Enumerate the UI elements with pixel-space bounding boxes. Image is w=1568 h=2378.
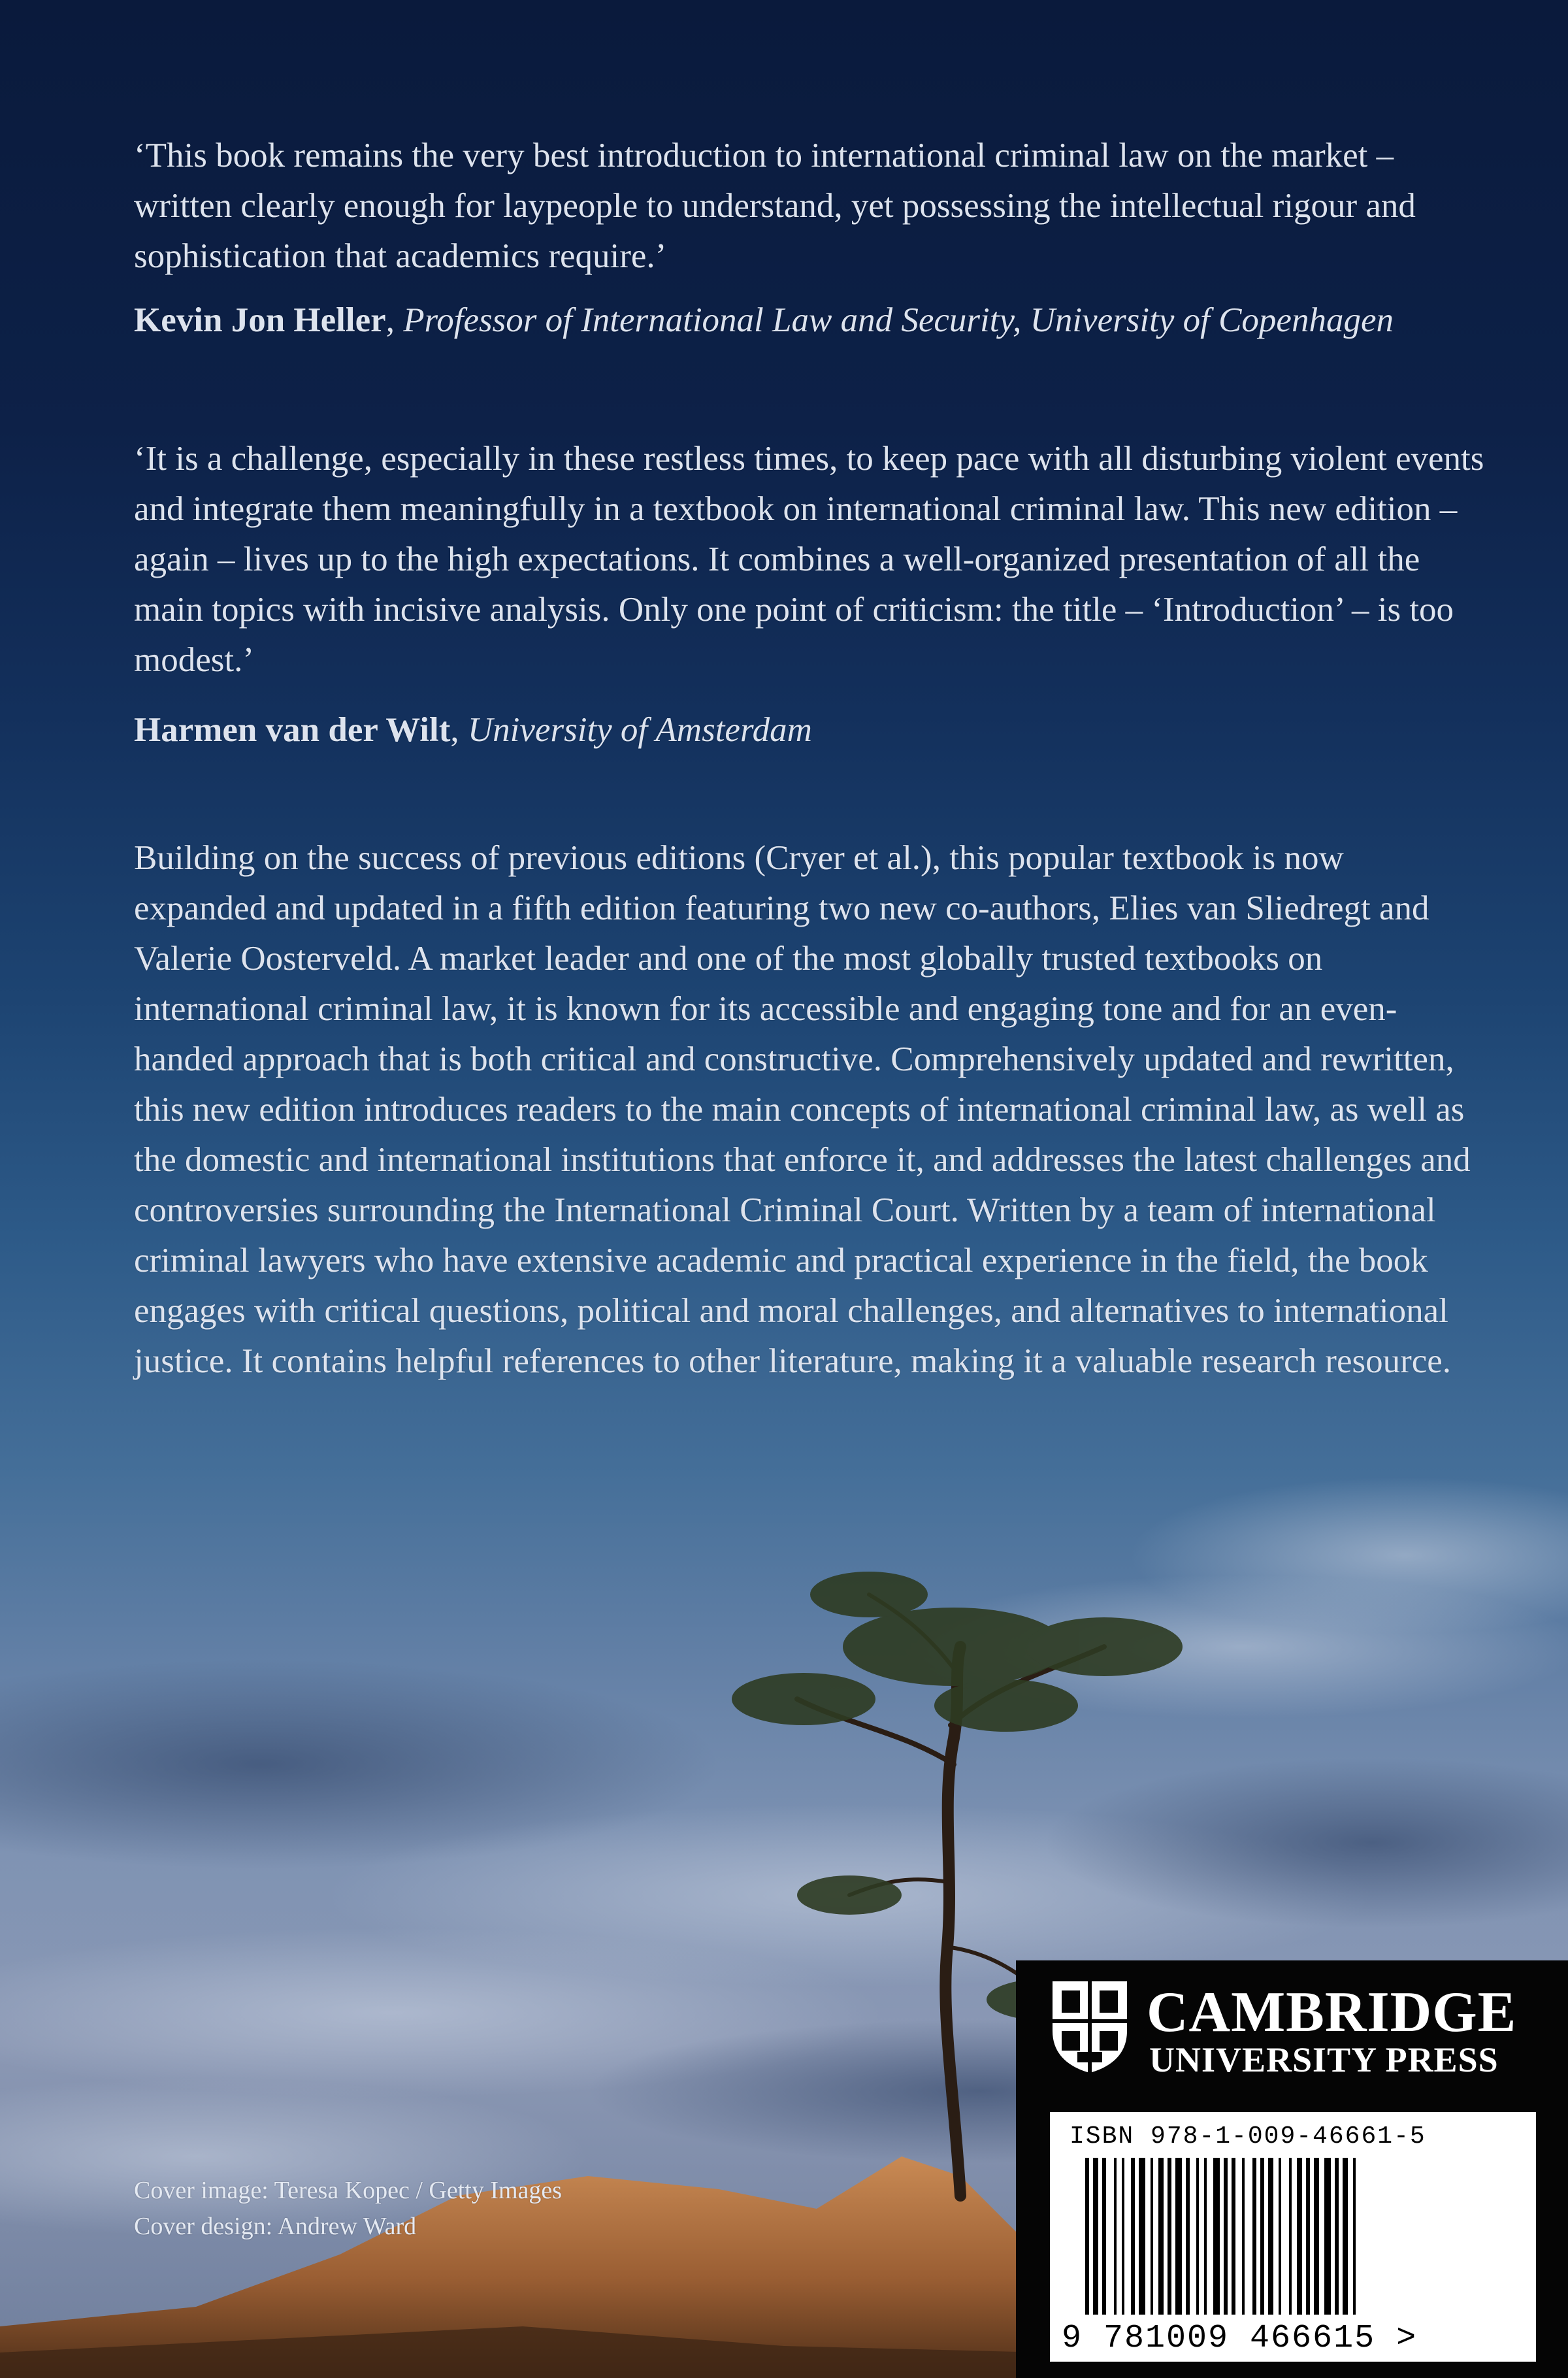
barcode-bar bbox=[1260, 2158, 1264, 2315]
barcode-bar bbox=[1158, 2158, 1164, 2315]
reviewer-name-1: Kevin Jon Heller bbox=[134, 301, 386, 339]
barcode-bar bbox=[1297, 2158, 1302, 2315]
publisher-name: CAMBRIDGE bbox=[1147, 1981, 1517, 2044]
isbn-barcode bbox=[1050, 2112, 1536, 2362]
book-description: Building on the success of previous editions (Cryer et al.), this popular textbook is now expanded and updated in a fifth edition featuring two new co-authors, Elies van Sliedregt and Valerie Oosterveld. A market leader and one of the most globally trusted textbooks on international criminal law, it is known for its accessible and engaging tone and for an even-handed approach that is both critical and constructive. Comprehensively updated and rewritten, this new edition introduces readers to the main concepts of international criminal law, as well as the domestic and international institutions that enforce it, and addresses the latest challenges and controversies surrounding the International Criminal Court. Written by a team of international criminal lawyers who have extensive academic and practical experience in the field, the book engages with critical questions, political and moral challenges, and alternatives to international justice. It contains helpful references to other literature, making it a valuable research resource. bbox=[134, 839, 1471, 1380]
publisher-subname: UNIVERSITY PRESS bbox=[1149, 2040, 1499, 2079]
barcode-bar bbox=[1151, 2158, 1153, 2315]
isbn-label: ISBN 978-1-009-46661-5 bbox=[1070, 2122, 1426, 2151]
barcode-bar bbox=[1102, 2158, 1106, 2315]
cover-image-credit: Cover image: Teresa Kopec / Getty Images bbox=[134, 2177, 563, 2204]
barcode-bar bbox=[1175, 2158, 1182, 2315]
barcode-bars bbox=[1085, 2158, 1510, 2315]
cambridge-crest-icon bbox=[1050, 1979, 1130, 2074]
reviewer-affiliation-2: University of Amsterdam bbox=[467, 711, 812, 749]
barcode-bar bbox=[1186, 2158, 1190, 2315]
reviewer-affiliation-1: Professor of International Law and Security, University of Copenhagen bbox=[403, 301, 1394, 339]
barcode-bar bbox=[1196, 2158, 1199, 2315]
review-attribution-1: Kevin Jon Heller, Professor of International Law and Security, University of Copenhagen bbox=[134, 301, 1394, 339]
barcode-bar bbox=[1139, 2158, 1145, 2315]
publisher-panel bbox=[1016, 1960, 1568, 2378]
barcode-bar bbox=[1131, 2158, 1135, 2315]
review-attribution-2: Harmen van der Wilt, University of Amsterdam bbox=[134, 711, 812, 749]
barcode-bar bbox=[1085, 2158, 1089, 2315]
barcode-bar bbox=[1268, 2158, 1273, 2315]
barcode-bar bbox=[1213, 2158, 1220, 2315]
ean-digits: 9 781009 466615 > bbox=[1062, 2320, 1418, 2357]
barcode-bar bbox=[1306, 2158, 1310, 2315]
barcode-bar bbox=[1224, 2158, 1228, 2315]
barcode-bar bbox=[1232, 2158, 1235, 2315]
barcode-bar bbox=[1252, 2158, 1256, 2315]
reviewer-name-2: Harmen van der Wilt bbox=[134, 711, 451, 749]
barcode-bar bbox=[1335, 2158, 1339, 2315]
barcode-bar bbox=[1122, 2158, 1124, 2315]
barcode-bar bbox=[1093, 2158, 1098, 2315]
barcode-bar bbox=[1314, 2158, 1319, 2315]
barcode-bar bbox=[1324, 2158, 1331, 2315]
cover-design-credit: Cover design: Andrew Ward bbox=[134, 2213, 417, 2240]
review-quote-2: ‘It is a challenge, especially in these restless times, to keep pace with all disturbing violent events and integrate them meaningfully in a textbook on international criminal law. This new edition – again – lives up to the high expectations. It combines a well-organized presentation of all the main topics with incisive analysis. Only one point of criticism: the title – ‘Introduction’ – is too modest.’ bbox=[134, 440, 1484, 679]
barcode-bar bbox=[1168, 2158, 1171, 2315]
barcode-bar bbox=[1204, 2158, 1207, 2315]
barcode-bar bbox=[1242, 2158, 1245, 2315]
barcode-bar bbox=[1289, 2158, 1292, 2315]
barcode-bar bbox=[1114, 2158, 1117, 2315]
barcode-bar bbox=[1353, 2158, 1356, 2315]
barcode-bar bbox=[1279, 2158, 1281, 2315]
review-quote-1: ‘This book remains the very best introduction to international criminal law on the market – written clearly enough for laypeople to understand, yet possessing the intellectual rigour and sophistication that academics require.’ bbox=[134, 137, 1416, 275]
barcode-bar bbox=[1343, 2158, 1348, 2315]
